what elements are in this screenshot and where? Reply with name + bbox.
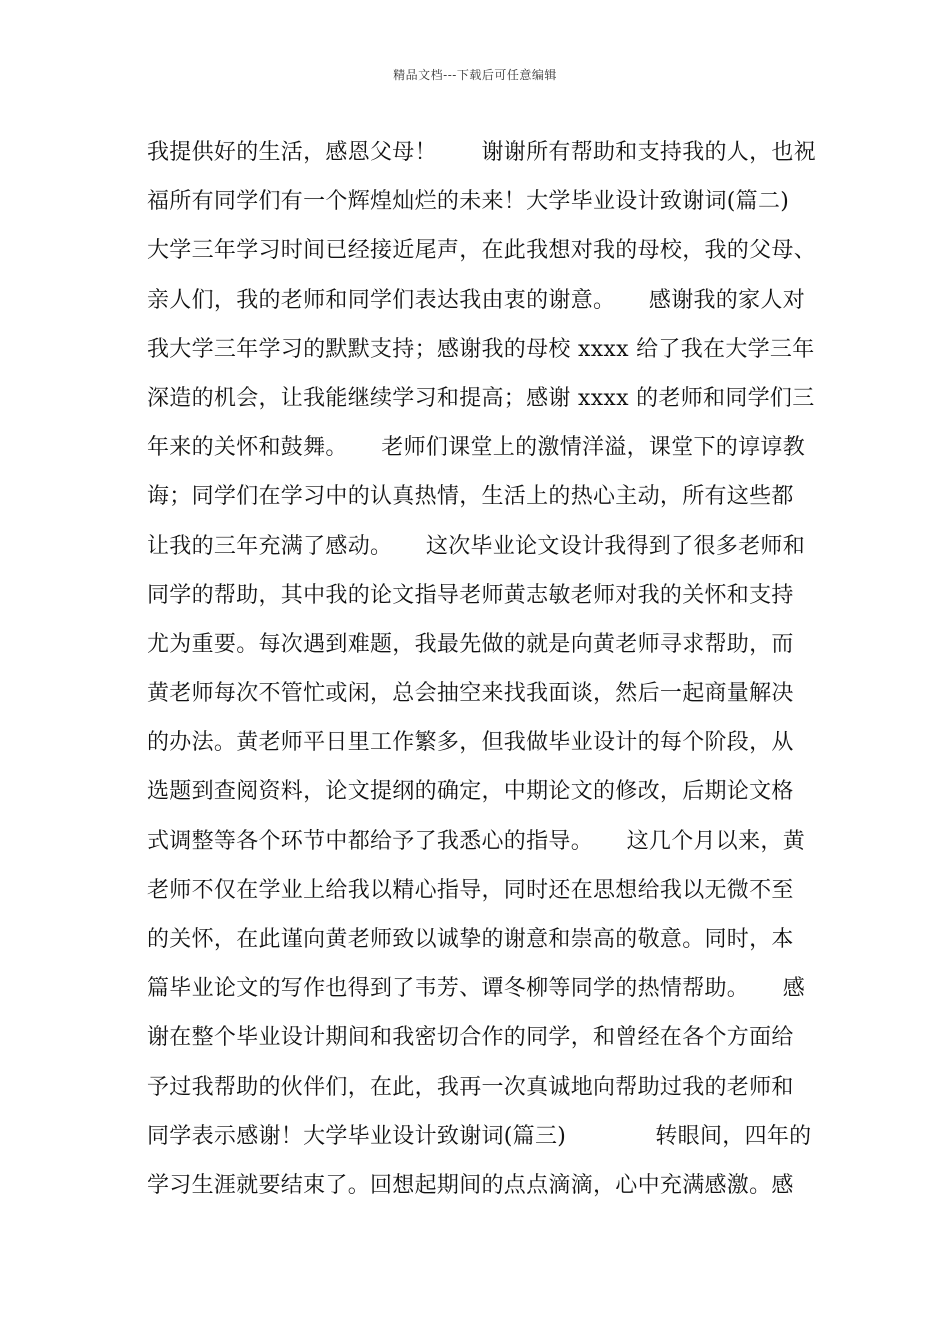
- text-line: 尤为重要。每次遇到难题，我最先做的就是向黄老师寻求帮助，而: [147, 631, 794, 657]
- text-line: 篇毕业论文的写作也得到了韦芳、谭冬柳等同学的热情帮助。 感: [147, 976, 806, 1002]
- page-header: 精品文档---下载后可任意编辑: [393, 68, 557, 82]
- text-line: 学习生涯就要结束了。回想起期间的点点滴滴，心中充满感激。感: [147, 1172, 794, 1198]
- text-line: 年来的关怀和鼓舞。 老师们课堂上的激情洋溢，课堂下的谆谆教: [147, 435, 806, 461]
- text-line: 大学三年学习时间已经接近尾声，在此我想对我的母校，我的父母、: [147, 238, 817, 264]
- document-body: [147, 131, 827, 1213]
- text-line: 谢在整个毕业设计期间和我密切合作的同学，和曾经在各个方面给: [147, 1025, 794, 1051]
- text-line: 深造的机会，让我能继续学习和提高；感谢 xxxx 的老师和同学们三: [147, 385, 815, 411]
- text-line: 选题到查阅资料，论文提纲的确定，中期论文的修改，后期论文格: [147, 779, 794, 805]
- text-line: 的办法。黄老师平日里工作繁多，但我做毕业设计的每个阶段，从: [147, 730, 794, 756]
- text-line: 让我的三年充满了感动。 这次毕业论文设计我得到了很多老师和: [147, 533, 806, 559]
- text-line: 福所有同学们有一个辉煌灿烂的未来！大学毕业设计致谢词(篇二): [147, 189, 790, 215]
- text-line: 同学的帮助，其中我的论文指导老师黄志敏老师对我的关怀和支持: [147, 582, 794, 608]
- text-line: 诲；同学们在学习中的认真热情，生活上的热心主动，所有这些都: [147, 484, 794, 510]
- text-line: 亲人们，我的老师和同学们表达我由衷的谢意。 感谢我的家人对: [147, 287, 806, 313]
- text-line: 的关怀，在此谨向黄老师致以诚挚的谢意和崇高的敬意。同时，本: [147, 927, 794, 952]
- text-line: 式调整等各个环节中都给予了我悉心的指导。 这几个月以来，黄: [147, 828, 806, 854]
- text-line: 予过我帮助的伙伴们，在此，我再一次真诚地向帮助过我的老师和: [147, 1074, 794, 1100]
- text-line: 我大学三年学习的默默支持；感谢我的母校 xxxx 给了我在大学三年: [147, 336, 815, 362]
- text-line: 我提供好的生活，感恩父母！ 谢谢所有帮助和支持我的人，也祝: [147, 140, 817, 165]
- text-line: 黄老师每次不管忙或闲，总会抽空来找我面谈，然后一起商量解决: [147, 681, 794, 707]
- text-line: 同学表示感谢！大学毕业设计致谢词(篇三) 转眼间，四年的: [147, 1123, 812, 1149]
- text-line: 老师不仅在学业上给我以精心指导，同时还在思想给我以无微不至: [147, 877, 794, 903]
